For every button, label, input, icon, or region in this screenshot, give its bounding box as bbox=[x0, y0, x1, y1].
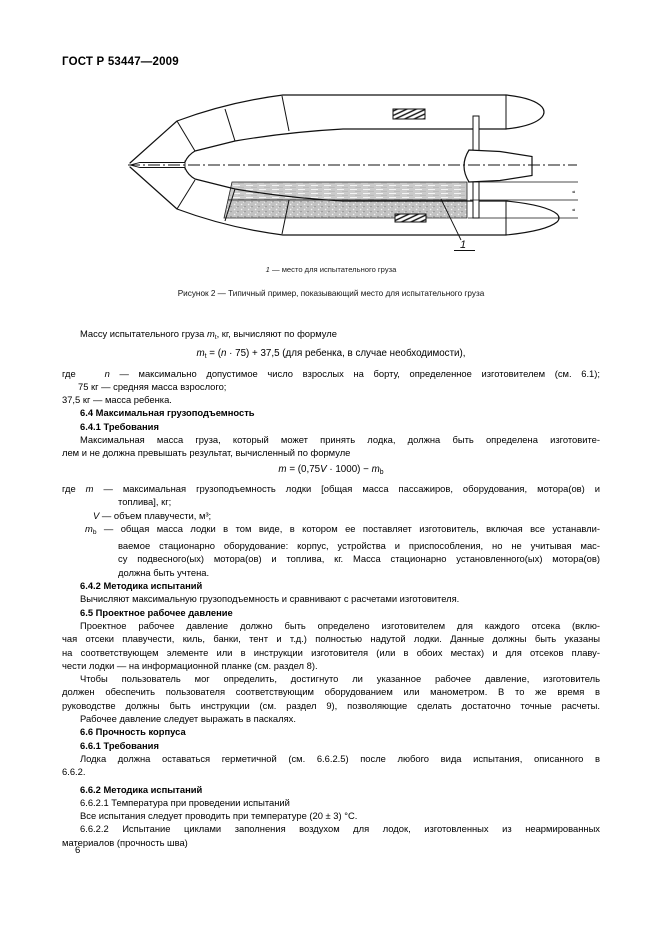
text-line: должен обеспечить пользователя соответствующим оборудованием или манометром. В то же время в bbox=[62, 686, 600, 698]
text-line: ваемое стационарно оборудование: корпус, устройства и приспособления, но не учитывая мас- bbox=[118, 540, 600, 552]
text-fragment: t bbox=[214, 334, 217, 341]
text-fragment: b bbox=[379, 468, 384, 476]
text-fragment: · 1000) − bbox=[326, 463, 372, 475]
text-fragment: m bbox=[206, 328, 215, 339]
text-line bbox=[62, 367, 600, 380]
figure-2 bbox=[128, 88, 578, 258]
text-fragment: где bbox=[62, 482, 86, 494]
text-line: 6.6 Прочность корпуса bbox=[80, 726, 186, 738]
text-fragment: m bbox=[371, 463, 380, 475]
text-line: чая отсеки плавучести, киль, банки, тент и т.д.) полностью надутой лодки. Данные должны быть указаны bbox=[62, 633, 600, 645]
text-fragment: , кг, вычисляют по формуле bbox=[216, 328, 337, 339]
text-line: должна быть учтена. bbox=[118, 566, 210, 578]
text-line bbox=[62, 460, 600, 482]
text-line: су подвесного(ых) мотора(ов) и топлива, кг. Масса стационарно установленного(ых) мотора(ов) bbox=[118, 553, 600, 565]
test-load-area bbox=[224, 182, 467, 218]
text-fragment: t bbox=[204, 353, 207, 361]
text-fragment: — место для испытательного груза bbox=[269, 265, 397, 274]
text-line: на соответствующем элементе или в инструкции изготовителя (или в обоих местах) и для отсеков плаву- bbox=[62, 646, 600, 658]
text-line: Рабочее давление следует выражать в паскалях. bbox=[80, 713, 296, 725]
text-line: 6.6.2.1 Температура при проведении испытаний bbox=[80, 796, 290, 808]
text-fragment: V bbox=[320, 463, 327, 475]
text-fragment: где bbox=[62, 367, 105, 379]
text-line: Вычисляют максимальную грузоподъемность и сравнивают с расчетами изготовителя. bbox=[80, 593, 460, 605]
figure-legend bbox=[62, 265, 600, 274]
text-line: материалов (прочность шва) bbox=[62, 836, 188, 848]
text-fragment: · 75) + 37,5 (для ребенка, в случае необходимости), bbox=[226, 348, 466, 360]
text-line: 6.6.2.2 Испытание циклами заполнения воздухом для лодок, изготовленных из неармированных bbox=[80, 823, 600, 835]
text-fragment: n bbox=[104, 367, 110, 379]
text-line: 6.5 Проектное рабочее давление bbox=[80, 606, 233, 618]
page-number: 6 bbox=[75, 845, 81, 856]
text-fragment: = (0,75 bbox=[286, 463, 321, 475]
text-fragment: m bbox=[85, 522, 93, 534]
text-line: 6.6.2 Методика испытаний bbox=[80, 783, 203, 795]
text-line: Чтобы пользователь мог определить, достигнуто ли указанное рабочее давление, изготовитель bbox=[80, 673, 600, 685]
text-line bbox=[62, 482, 600, 495]
text-fragment: — максимально допустимое число взрослых на борту, определенное изготовителем (см. 6.1); bbox=[109, 367, 600, 379]
text-fragment: m bbox=[196, 348, 205, 360]
text-line: 37,5 кг — масса ребенка. bbox=[62, 394, 172, 406]
figure-caption: Рисунок 2 — Типичный пример, показывающий место для испытательного груза bbox=[177, 289, 485, 298]
document-body bbox=[62, 327, 600, 849]
boat-top-view-diagram bbox=[128, 88, 578, 258]
text-line: Лодка должна оставаться герметичной (см. 6.6.2.5) после любого вида испытания, описанного в bbox=[80, 752, 600, 764]
text-line: 6.6.2. bbox=[62, 766, 86, 778]
text-line: Проектное рабочее давление должно быть определено изготовителем для каждого отсека (вклю- bbox=[80, 619, 600, 631]
text-line: 6.6.1 Требования bbox=[80, 739, 159, 751]
text-fragment: m bbox=[85, 482, 94, 494]
text-fragment: V bbox=[93, 509, 100, 521]
text-fragment: 1 bbox=[265, 265, 270, 274]
text-line: 6.4.1 Требования bbox=[80, 420, 159, 432]
text-line: Максимальная масса груза, который может принять лодка, должна быть определена изготовите- bbox=[80, 434, 600, 446]
text-fragment: b bbox=[92, 528, 97, 536]
text-fragment: = ( bbox=[206, 348, 221, 360]
text-line: лем и не должна превышать результат, вычисленный по формуле bbox=[62, 447, 351, 459]
text-fragment: m bbox=[278, 463, 287, 475]
text-line: 6.4.2 Методика испытаний bbox=[80, 580, 203, 592]
text-line: руководстве должны быть инструкции (см. раздел 9), позволяющие сделать достаточно точные расчеты. bbox=[62, 699, 600, 711]
text-fragment: Массу испытательного груза bbox=[80, 328, 207, 339]
dimension-label: в bbox=[571, 208, 576, 211]
text-line: чести лодки — на информационной планке (см. раздел 8). bbox=[62, 659, 318, 671]
text-line bbox=[93, 509, 600, 522]
text-line bbox=[62, 327, 600, 344]
text-line: топлива], кг; bbox=[118, 496, 172, 508]
text-line bbox=[85, 522, 600, 539]
text-line bbox=[62, 344, 600, 366]
text-fragment: — общая масса лодки в том виде, в котором ее поставляет изготовитель, включая все устанавли- bbox=[96, 522, 600, 534]
page-header: ГОСТ Р 53447—2009 bbox=[62, 56, 179, 68]
text-line: Все испытания следует проводить при температуре (20 ± 3) °С. bbox=[80, 810, 358, 822]
text-fragment: n bbox=[220, 348, 227, 360]
dimension-lines bbox=[468, 182, 578, 218]
callout-1-label: 1 bbox=[460, 239, 467, 251]
dimension-label: в bbox=[571, 190, 576, 193]
text-line: 6.4 Максимальная грузоподъемность bbox=[80, 407, 255, 419]
text-line: 75 кг — средняя масса взрослого; bbox=[78, 380, 227, 392]
text-fragment: — максимальная грузоподъемность лодки [общая масса пассажиров, оборудования, мотора(ов) и bbox=[93, 482, 601, 494]
outboard-motor bbox=[464, 150, 532, 182]
text-fragment: — объем плавучести, м³; bbox=[99, 509, 212, 521]
